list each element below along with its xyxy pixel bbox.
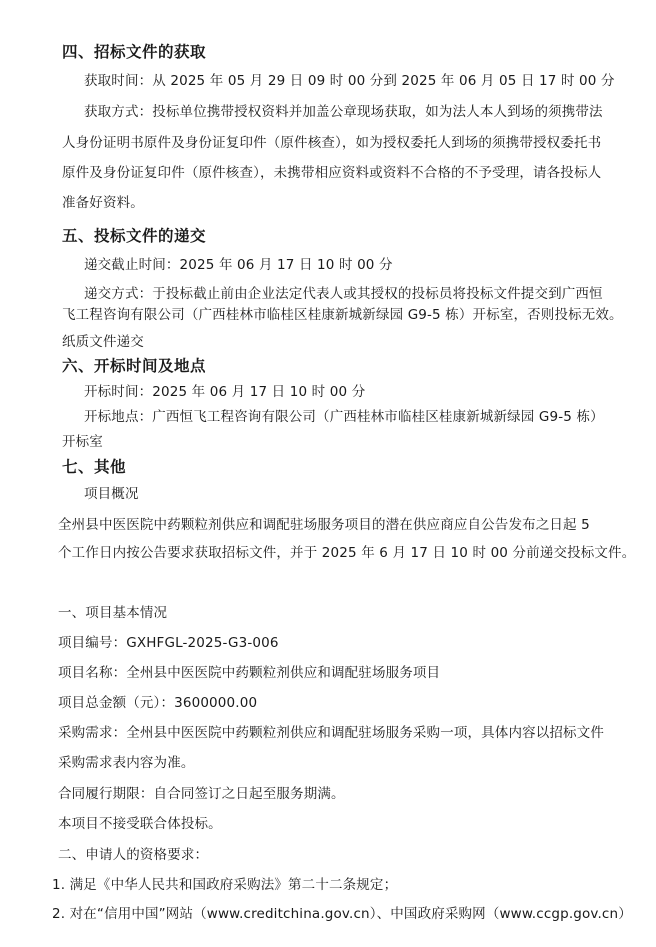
project-overview-title: 项目概况 xyxy=(84,486,139,502)
section-6-place-line: 开标地点：广西恒飞工程咨询有限公司（广西桂林市临桂区桂康新城新绿园 G9-5 栋） xyxy=(84,409,604,425)
qualification-heading: 二、申请人的资格要求： xyxy=(58,847,209,863)
qualification-item: 2. 对在“信用中国”网站（www.creditchina.gov.cn）、中国政府采购网（www.ccgp.gov.cn） xyxy=(52,906,632,922)
project-name: 项目名称：全州县中医医院中药颗粒剂供应和调配驻场服务项目 xyxy=(58,665,441,681)
procurement-demand-line: 采购需求：全州县中医医院中药颗粒剂供应和调配驻场服务采购一项，具体内容以招标文件 xyxy=(58,725,604,741)
section-5-method-line: 递交方式：于投标截止前由企业法定代表人或其授权的投标员将投标文件提交到广西恒 xyxy=(84,286,603,302)
section-4-method-line: 人身份证明书原件及身份证复印件（原件核查），如为授权委托人到场的须携带授权委托书 xyxy=(62,135,602,151)
section-4-method-line: 获取方式：投标单位携带授权资料并加盖公章现场获取，如为法人本人到场的须携带法 xyxy=(84,104,603,120)
project-amount: 项目总金额（元）：3600000.00 xyxy=(58,695,258,711)
procurement-demand-line: 采购需求表内容为准。 xyxy=(58,755,195,771)
section-4-time: 获取时间：从 2025 年 05 月 29 日 09 时 00 分到 2025 年 06 月 05 日 17 时 00 分 xyxy=(84,73,615,89)
section-4-method-line: 原件及身份证复印件（原件核查），未携带相应资料或资料不合格的不予受理，请各投标人 xyxy=(62,165,602,181)
section-5-heading: 五、投标文件的递交 xyxy=(62,227,207,245)
qualification-item: 1. 满足《中华人民共和国政府采购法》第二十二条规定； xyxy=(52,877,398,893)
section-6-heading: 六、开标时间及地点 xyxy=(62,357,207,375)
section-4-heading: 四、招标文件的获取 xyxy=(62,43,207,61)
section-7-heading: 七、其他 xyxy=(62,458,127,476)
basic-info-heading: 一、项目基本情况 xyxy=(58,605,168,621)
project-number: 项目编号：GXHFGL-2025-G3-006 xyxy=(58,635,279,651)
section-5-method-line: 飞工程咨询有限公司（广西桂林市临桂区桂康新城新绿园 G9-5 栋）开标室，否则投标无效。 xyxy=(62,307,623,323)
contract-period: 合同履行期限：自合同签订之日起至服务期满。 xyxy=(58,786,345,802)
section-5-deadline: 递交截止时间：2025 年 06 月 17 日 10 时 00 分 xyxy=(84,257,393,273)
section-5-method-line: 纸质文件递交 xyxy=(62,334,144,350)
consortium-note: 本项目不接受联合体投标。 xyxy=(58,816,222,832)
project-overview-line: 个工作日内按公告要求获取招标文件，并于 2025 年 6 月 17 日 10 时 00 分前递交投标文件。 xyxy=(58,545,636,561)
section-4-method-line: 准备好资料。 xyxy=(62,195,144,211)
section-6-time: 开标时间：2025 年 06 月 17 日 10 时 00 分 xyxy=(84,384,366,400)
section-6-place-line: 开标室 xyxy=(62,434,103,450)
project-overview-line: 全州县中医医院中药颗粒剂供应和调配驻场服务项目的潜在供应商应自公告发布之日起 5 xyxy=(58,517,590,533)
